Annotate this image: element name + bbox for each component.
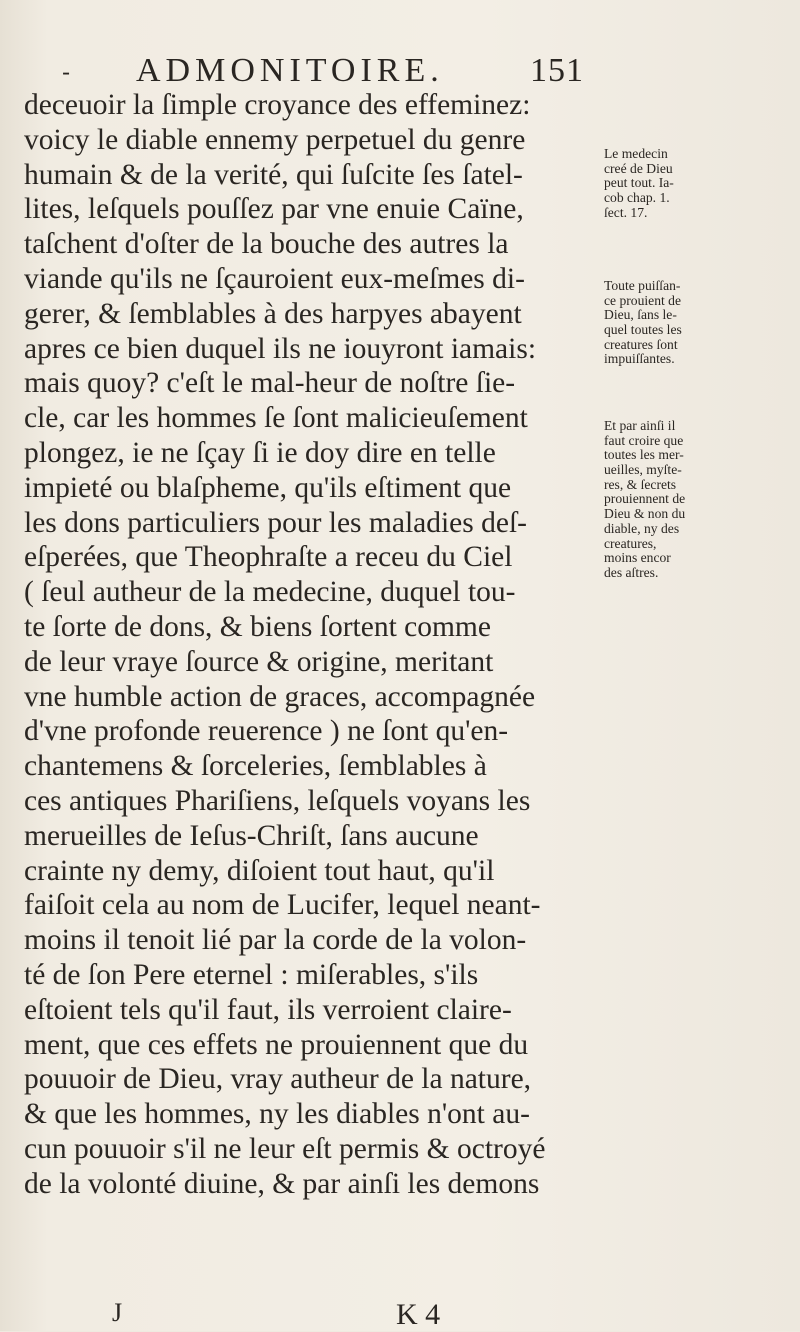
main-text-column (24, 88, 598, 1202)
margin-note-line: Le medecin (604, 146, 668, 161)
margin-note-merueilles (604, 419, 716, 581)
text-line: de la volonté diuine, & par ainſi les demons (24, 1167, 540, 1200)
signature-mark: J (112, 1298, 123, 1327)
page-number: 151 (530, 52, 584, 89)
margin-note-puissance (604, 279, 716, 367)
text-line: viande qu'ils ne ſçauroient eux-meſmes di- (24, 262, 525, 295)
margin-note-line: creé de Dieu (604, 160, 673, 176)
margin-note-line: Dieu, ſans le- (604, 307, 677, 323)
header-dash: - (62, 58, 71, 86)
text-line: deceuoir la ſimple croyance des effeminez: (24, 89, 531, 121)
text-line: ces antiques Phariſiens, leſquels voyans les (24, 784, 531, 817)
text-line: de leur vraye ſource & origine, meritant (24, 645, 494, 678)
margin-note-line: prouiennent de (604, 491, 686, 507)
text-line: eſtoient tels qu'il faut, ils verroient claire- (24, 993, 512, 1026)
text-line: humain & de la verité, qui ſuſcite ſes ſatel- (24, 158, 523, 191)
margin-note-line: Et par ainſi il (604, 418, 676, 433)
text-line: pouuoir de Dieu, vray autheur de la nature, (24, 1063, 532, 1096)
text-line: cun pouuoir s'il ne leur eſt permis & octroyé (24, 1132, 546, 1165)
text-line: eſperées, que Theophraſte a receu du Ciel (24, 541, 513, 574)
catchword: K 4 (396, 1298, 441, 1331)
text-line: vne humble action de graces, accompagnée (24, 680, 536, 713)
text-line: apres ce bien duquel ils ne iouyront iamais: (24, 332, 537, 365)
text-line: d'vne profonde reuerence ) ne ſont qu'en- (24, 715, 509, 748)
text-line: moins il tenoit lié par la corde de la volon- (24, 924, 527, 957)
text-line: impieté ou blaſpheme, qu'ils eſtiment que (24, 471, 512, 504)
text-line: mais quoy? c'eſt le mal-heur de noſtre ſie- (24, 367, 516, 400)
margin-note-medecin (604, 147, 716, 220)
margin-note-line: ce prouient de (604, 292, 681, 308)
text-line: taſchent d'oſter de la bouche des autres la (24, 228, 509, 261)
margin-note-line: diable, ny des (604, 520, 680, 536)
margin-note-line: ueilles, myſte- (604, 462, 682, 478)
text-line: té de ſon Pere eternel : miſerables, s'ils (24, 958, 479, 991)
running-title: ADMONITOIRE. (136, 52, 444, 89)
margin-note-line: ſect. 17. (604, 204, 648, 220)
text-line: gerer, & ſemblables à des harpyes abayent (24, 297, 522, 330)
margin-note-line: creatures ſont (604, 336, 678, 352)
margin-note-line: quel toutes les (604, 322, 682, 338)
text-line: plongez, ie ne ſçay ſi ie doy dire en telle (24, 436, 496, 469)
text-line: lites, leſquels pouſſez par vne enuie Caïne, (24, 193, 524, 226)
text-line: merueilles de Ieſus-Chriſt, ſans aucune (24, 819, 479, 852)
text-line: voicy le diable ennemy perpetuel du genre (24, 123, 526, 156)
text-line: chantemens & ſorceleries, ſemblables à (24, 750, 487, 783)
margin-note-line: des aſtres. (604, 564, 659, 580)
text-line: les dons particuliers pour les maladies deſ- (24, 506, 527, 539)
margin-note-line: impuiſſantes. (604, 351, 675, 367)
text-line: ( ſeul autheur de la medecine, duquel tou- (24, 576, 516, 609)
margin-note-line: cob chap. 1. (604, 190, 670, 206)
margin-note-line: Dieu & non du (604, 506, 686, 522)
text-line: faiſoit cela au nom de Lucifer, lequel neant- (24, 889, 541, 922)
margin-note-line: peut tout. Ia- (604, 175, 674, 191)
text-line: cle, car les hommes ſe ſont malicieuſement (24, 402, 528, 435)
margin-note-line: creatures, (604, 535, 657, 551)
text-line: crainte ny demy, diſoient tout haut, qu'il (24, 854, 495, 887)
text-line: ment, que ces effets ne prouiennent que du (24, 1028, 529, 1061)
text-line: & que les hommes, ny les diables n'ont au- (24, 1098, 530, 1131)
margin-note-line: faut croire que (604, 432, 684, 448)
margin-note-line: Toute puiſſan- (604, 278, 681, 293)
margin-note-line: res, & ſecrets (604, 476, 677, 492)
margin-note-line: toutes les mer- (604, 447, 684, 463)
text-line: te ſorte de dons, & biens ſortent comme (24, 610, 491, 643)
margin-note-line: moins encor (604, 550, 671, 566)
